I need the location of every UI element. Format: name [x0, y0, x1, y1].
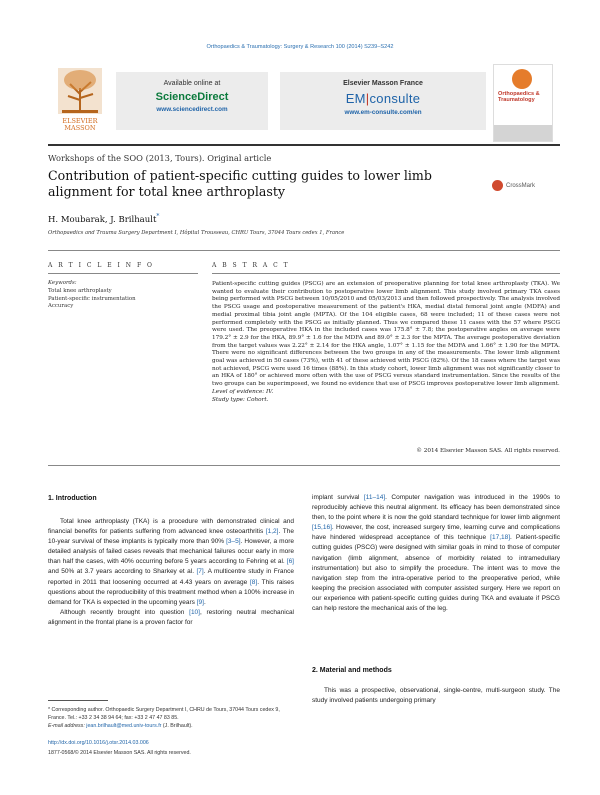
corresponding-author-note: * Corresponding author. Orthopaedic Surgery Department I, CHRU de Tours, 37044 Tours cedex 9, France. Tel.: +33 2 34 38 94 64; fax: +33 2 47 47 83 85. — [48, 707, 280, 721]
keyword-item: Accuracy — [48, 303, 74, 310]
keyword-item: Patient-specific instrumentation — [48, 295, 136, 302]
intro-paragraph-1: Total knee arthroplasty (TKA) is a procedure with demonstrated clinical and financial benefits for patients suffering from advanced knee osteoarthritis [1,2]. The 10-year survival of these implants is typically more than 90% [3–5]. However, a more detailed analysis of failed cases reveals that mechanical failures occur early in more than half the cases, with 40% occurring before 5 years according to Fehring et al. [6] and 50% at 3.7 years according to Sharkey et al. [7]. A multicentre study in France reported in 2011 that loosening occurred at 4.43 years on average [8]. This raises questions about the reproducibility of this treatment method when a 100% increase in demand for TKA is expected in the upcoming years [9]. — [48, 518, 294, 606]
article-info-heading: A R T I C L E I N F O — [48, 262, 154, 269]
journal-cover[interactable] — [493, 64, 553, 142]
study-type: Study type: Cohort. — [212, 396, 269, 403]
abstract-heading: A B S T R A C T — [212, 262, 290, 269]
author-list — [48, 213, 159, 225]
article-title: Contribution of patient-specific cutting guides to lower limb alignment for total knee arthroplasty — [48, 168, 432, 199]
citation-link[interactable]: [15,16] — [312, 524, 332, 532]
abstract-body — [212, 281, 560, 404]
article-type: Workshops of the SOO (2013, Tours). Original article — [48, 153, 272, 163]
sciencedirect-link[interactable]: www.sciencedirect.com — [156, 106, 228, 113]
corresponding-author-mark[interactable]: * — [156, 213, 160, 220]
cover-title: Orthopaedics & Traumatology — [498, 91, 540, 103]
citation-link[interactable]: [7] — [196, 568, 204, 576]
issn-line: 1877-0568/© 2014 Elsevier Masson SAS. All rights reserved. — [48, 750, 191, 756]
keywords-label: Keywords: — [48, 280, 77, 286]
email-link[interactable]: jean.brilhault@med.univ-tours.fr — [86, 723, 162, 729]
affiliation: Orthopaedics and Trauma Surgery Department I, Hôpital Trousseau, CHRU Tours, 37044 Tours cedex 1, France — [48, 230, 345, 236]
email-owner: (J. Brilhault). — [162, 723, 193, 729]
abstract-bottom-divider — [48, 465, 560, 466]
footnote-divider — [48, 700, 108, 701]
citation-link[interactable]: [11–14] — [363, 494, 386, 501]
publisher-banner — [48, 64, 553, 142]
elsevier-tree-icon — [48, 64, 112, 118]
article-info-divider — [48, 273, 198, 274]
affiliation-divider — [48, 250, 560, 251]
elsevier-masson-france-label: Elsevier Masson France — [343, 80, 423, 87]
elsevier-wordmark: ELSEVIER MASSON — [62, 117, 98, 132]
keywords-list — [48, 288, 136, 311]
em-consulte-box[interactable] — [280, 72, 486, 130]
header-divider — [48, 144, 560, 146]
cover-band — [494, 125, 552, 141]
intro-paragraph-3: implant survival [11–14]. Computer navigation was introduced in the 1990s to reproducibly achieve this neutral alignment. Its efficacy has been demonstrated since then, to the point where it is now the gold standard technique for lower limb alignment [15,16]. However, the cost, increased surgery time, learning curve and complications have hindered widespread acceptance of this technique [17,18]. Patient-specific cutting guides (PSCG) were designed with similar goals in mind to those of computer navigation (limb alignment, absence of morbidity related to intramedullary instrumentation) but also to simplify the procedure. The intent was to move the navigation step from the intra-operative period to the preoperative period, while keeping the precision associated with computer assisted surgery. Here we report on our experience with patient-specific cutting guides during TKA and evaluate if PSCG can help restore the mechanical axis of the leg. — [312, 494, 561, 613]
em-logo-consulte: consulte — [369, 91, 421, 106]
abstract-text: Patient-specific cutting guides (PSCG) are an extension of preoperative planning for total knee arthroplasty (TKA). We wanted to evaluate their contribution to postoperative lower limb alignment. This study involved primary TKA cases being performed with PSCG between 10/05/2010 and 05/03/2013 and then followed prospectively. The analysis involved the PSCG usage and postoperative measurement of the patient's HKA, medial distal femoral joint angle (MDFA) and medial proximal tibia joint angle (MPTA). Of the 104 eligible cases, 68 were included; 11 of these cases were not performed completely with the PSCG as initially planned. Thus we compared these 11 cases with the 57 where PSCG were used. The preoperative HKA in the included cases was 175.8° ± 7.8; the postoperative angles on average were 179.2° ± 2.9 for the HKA, 89.9° ± 1.6 for the MDFA and 89.0° ± 2.3 for the MPTA. The average postoperative deviation from the target values was 2.22° ± 2.14 for the HKA angle, 1.07° ± 1.15 for the MDFA and 1.66° ± 1.90 for the MPTA. There were no significant differences between the two groups in any of the measurements. The lower limb alignment goal was achieved in 50 cases (73%), with 41 of these achieved with PSCG (82%). Of the 18 cases where the target was not achieved, PSCG were used 16 times (88%). In this study cohort, lower limb alignment was not significantly closer to an HKA of 180° or achieved more often with the use of PSCG versus standard instrumentation. Since the results of the two groups can be superimposed, we found no evidence that use of PSCG improves postoperative lower limb alignment. — [212, 281, 560, 388]
sciencedirect-logo[interactable]: ScienceDirect — [155, 91, 229, 103]
crossmark-icon — [492, 180, 503, 191]
citation-link[interactable]: [9] — [196, 598, 204, 606]
methods-column — [312, 686, 560, 706]
methods-heading: 2. Material and methods — [312, 667, 392, 674]
introduction-right-column — [312, 493, 560, 614]
em-logo-bar: | — [365, 91, 370, 106]
em-consulte-link[interactable]: www.em-consulte.com/en — [344, 109, 422, 116]
methods-paragraph-1: This was a prospective, observational, single-centre, multi-surgeon study. The study involved patients undergoing primary — [312, 687, 560, 705]
citation-link[interactable]: [17,18] — [490, 534, 511, 542]
sciencedirect-box[interactable] — [116, 72, 268, 130]
crossmark-label: CrossMark — [506, 183, 536, 190]
citation-link[interactable]: [10] — [189, 608, 200, 616]
otsr-logo-icon — [512, 69, 532, 89]
copyright-notice: © 2014 Elsevier Masson SAS. All rights reserved. — [416, 448, 560, 454]
introduction-heading: 1. Introduction — [48, 495, 97, 502]
crossmark-badge[interactable] — [492, 180, 558, 194]
email-label: E-mail address: — [48, 723, 85, 729]
citation-link[interactable]: [3–5] — [226, 538, 241, 546]
journal-citation[interactable]: Orthopaedics & Traumatology: Surgery & Research 100 (2014) S239–S242 — [206, 44, 394, 50]
level-of-evidence: Level of evidence: IV. — [212, 388, 274, 395]
introduction-left-column — [48, 517, 294, 628]
citation-link[interactable]: [1,2] — [265, 528, 279, 536]
intro-paragraph-2: Although recently brought into question [10], restoring neutral mechanical alignment in the frontal plane is a proven factor for — [48, 608, 294, 626]
authors-text: H. Moubarak, J. Brilhault — [48, 214, 157, 225]
citation-link[interactable]: [6] — [286, 558, 294, 566]
footnote — [48, 706, 294, 730]
elsevier-logo — [48, 64, 112, 142]
keyword-item: Total knee arthroplasty — [48, 288, 112, 294]
citation-link[interactable]: [8] — [249, 578, 258, 586]
abstract-divider — [212, 273, 560, 274]
available-online-label: Available online at — [163, 80, 221, 87]
email-line — [48, 722, 294, 730]
em-logo-em: EM — [345, 91, 366, 106]
em-consulte-logo[interactable] — [280, 91, 486, 106]
doi-link[interactable]: http://dx.doi.org/10.1016/j.otsr.2014.03.006 — [48, 740, 149, 746]
